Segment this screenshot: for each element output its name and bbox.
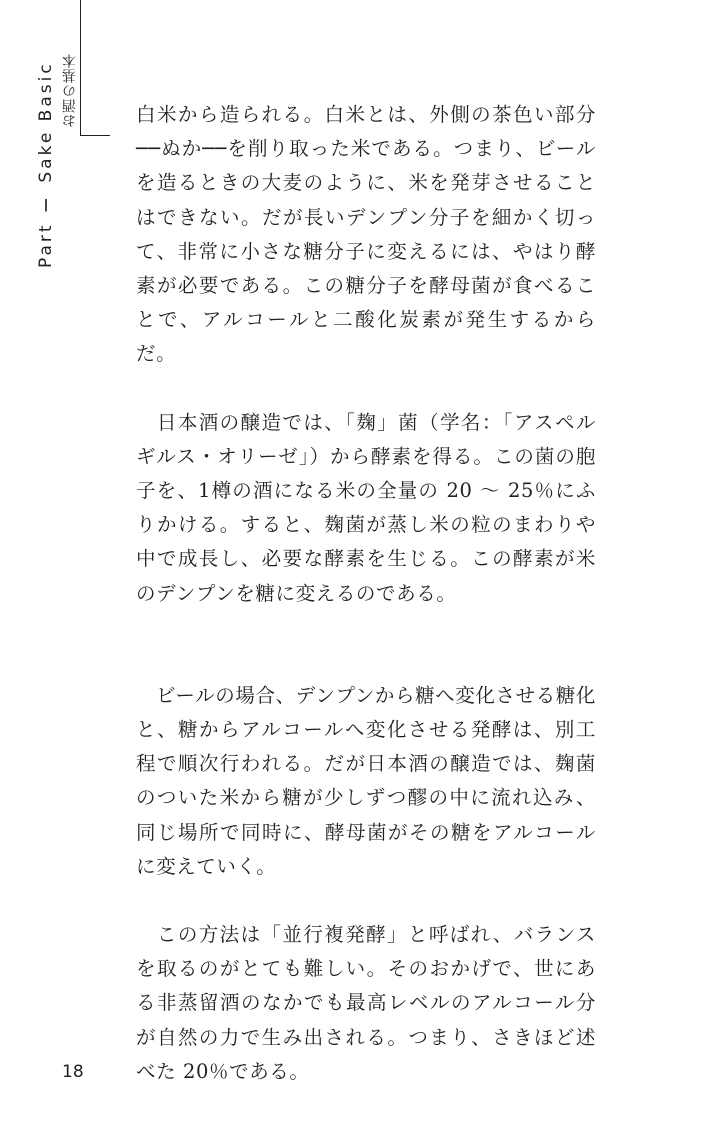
running-head [28,40,88,270]
paragraph-4: この方法は「並行複発酵」と呼ばれ、バランスを取るのがとても難しい。そのおかげで、世にある非蒸留酒のなかでも最高レベルのアルコール分が自然の力で生み出される。つまり、さきほど述べた 20％である。 [136,923,596,1083]
page-number: 18 [62,1062,84,1082]
paragraph-2: 日本酒の醸造では、「麹」菌（学名：「アスペルギルス・オリーゼ」）から酵素を得る。この菌の胞子を、1樽の酒になる米の全量の 20 ～ 25％にふりかける。すると、麹菌が蒸し米の粒のまわりや中で成長し、必要な酵素を生じる。この酵素が米のデンプンを糖に変えるのである。 [136,410,596,605]
header-rule-hook [80,135,110,136]
body-text [136,98,596,1089]
paragraph-1: 白米から造られる。白米とは、外側の茶色い部分──ぬか──を削り取った米である。つまり、ビールを造るときの大麦のように、米を発芽させることはできない。だが長いデンプン分子を細かく切って、非常に小さな糖分子に変えるには、やはり酵素が必要である。この糖分子を酵母菌が食べることで、アルコールと二酸化炭素が発生するからだ。 [136,103,596,366]
paragraph-3: ビールの場合、デンプンから糖へ変化させる糖化と、糖からアルコールへ変化させる発酵は、別工程で順次行われる。だが日本酒の醸造では、麹菌のついた米から糖が少しずつ醪の中に流れ込み、同じ場所で同時に、酵母菌がその糖をアルコールに変えていく。 [136,683,596,878]
part-title: Part Ⅰ Sake Basic [36,61,56,268]
header-rule [80,0,81,135]
section-subtitle: お酒の基本 [62,53,78,128]
